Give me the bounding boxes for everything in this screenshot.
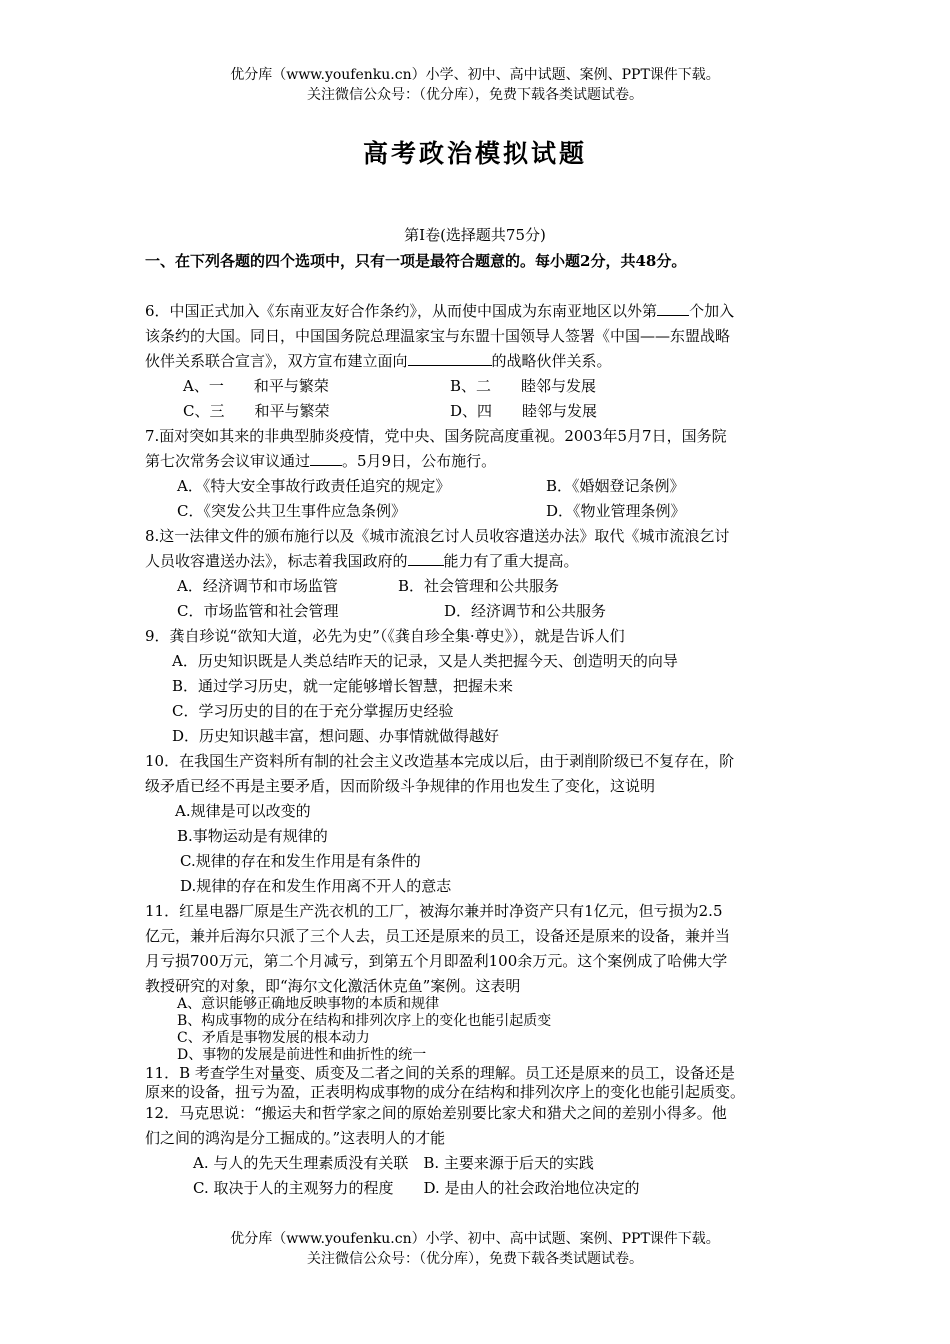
- question-6-option-a: A、一 和平与繁荣: [183, 377, 329, 395]
- question-8-option-c: C．市场监管和社会管理: [177, 602, 339, 620]
- answer-blank: [310, 452, 342, 466]
- answer-blank: [657, 302, 689, 316]
- question-12-line-2: 们之间的鸿沟是分工掘成的。”这表明人的才能: [145, 1129, 446, 1147]
- question-10-option-b: B.事物运动是有规律的: [177, 827, 328, 845]
- question-7-line-1: 7.面对突如其来的非典型肺炎疫情，党中央、国务院高度重视。2003年5月7日，国务院: [145, 427, 727, 445]
- question-11-line-4: 教授研究的对象，即“海尔文化激活休克鱼”案例。这表明: [145, 977, 521, 995]
- answer-note-line-1: 11．B 考查学生对量变、质变及二者之间的关系的理解。员工还是原来的员工，设备还是: [145, 1064, 735, 1082]
- instruction-text: 一、在下列各题的四个选项中，只有一项是最符合题意的。每小题2分，共48分。: [145, 252, 687, 270]
- question-7-option-a: A．《特大安全事故行政责任追究的规定》: [177, 477, 451, 495]
- question-6-option-c: C、三 和平与繁荣: [183, 402, 330, 420]
- question-9-option-d: D．历史知识越丰富，想问题、办事情就做得越好: [172, 727, 500, 745]
- question-10-option-a: A.规律是可以改变的: [175, 802, 311, 820]
- question-12-options-cd: C. 取决于人的主观努力的程度 D. 是由人的社会政治地位决定的: [193, 1179, 640, 1197]
- question-6-line-1: 6．中国正式加入《东南亚友好合作条约》，从而使中国成为东南亚地区以外第 个加入: [145, 302, 735, 320]
- question-8-option-a: A．经济调节和市场监管: [177, 577, 338, 595]
- question-8-option-b: B．社会管理和公共服务: [398, 577, 560, 595]
- header-line-1: 优分库（www.youfenku.cn）小学、初中、高中试题、案例、PPT课件下载。: [230, 67, 720, 83]
- question-10-line-2: 级矛盾已经不再是主要矛盾，因而阶级斗争规律的作用也发生了变化，这说明: [145, 777, 656, 795]
- question-9-option-c: C．学习历史的目的在于充分掌握历史经验: [172, 702, 454, 720]
- question-11-option-d: D、事物的发展是前进性和曲折性的统一: [177, 1047, 427, 1063]
- question-11-line-1: 11．红星电器厂原是生产洗衣机的工厂，被海尔兼并时净资产只有1亿元，但亏损为2.5: [145, 902, 723, 920]
- footer-line-1: 优分库（www.youfenku.cn）小学、初中、高中试题、案例、PPT课件下载。: [230, 1231, 720, 1247]
- question-11-line-3: 月亏损700万元，第二个月减亏，到第五个月即盈利100余万元。这个案例成了哈佛大学: [145, 952, 728, 970]
- question-12-line-1: 12．马克思说：“搬运夫和哲学家之间的原始差别要比家犬和猎犬之间的差别小得多。他: [145, 1104, 727, 1122]
- question-7-option-c: C．《突发公共卫生事件应急条例》: [177, 502, 406, 520]
- section-heading: 第Ⅰ卷(选择题共75分): [404, 226, 546, 244]
- question-7-line-2: 第七次常务会议审议通过 。5月9日，公布施行。: [145, 452, 497, 470]
- question-8-line-1: 8.这一法律文件的颁布施行以及《城市流浪乞讨人员收容遣送办法》取代《城市流浪乞讨: [145, 527, 730, 545]
- question-11-line-2: 亿元，兼并后海尔只派了三个人去，员工还是原来的员工，设备还是原来的设备，兼并当: [145, 927, 731, 945]
- question-11-option-a: A、意识能够正确地反映事物的本质和规律: [177, 996, 440, 1012]
- page-title: 高考政治模拟试题: [362, 139, 587, 168]
- question-8-line-2: 人员收容遣送办法》，标志着我国政府的 能力有了重大提高。: [145, 552, 579, 570]
- answer-blank: [408, 352, 492, 366]
- answer-blank: [408, 552, 444, 566]
- question-7-option-b: B．《婚姻登记条例》: [546, 477, 685, 495]
- question-10-option-c: C.规律的存在和发生作用是有条件的: [180, 852, 421, 870]
- question-12-options-ab: A. 与人的先天生理素质没有关联 B. 主要来源于后天的实践: [193, 1154, 594, 1172]
- question-6-line-3: 伙伴关系联合宣言》，双方宣布建立面向 的战略伙伴关系。: [145, 352, 612, 370]
- question-6-option-b: B、二 睦邻与发展: [450, 377, 597, 395]
- answer-note-line-2: 原来的设备，扭亏为盈，正表明构成事物的成分在结构和排列次序上的变化也能引起质变。: [145, 1083, 746, 1101]
- question-10-line-1: 10．在我国生产资料所有制的社会主义改造基本完成以后，由于剥削阶级已不复存在，阶: [145, 752, 735, 770]
- question-10-option-d: D.规律的存在和发生作用离不开人的意志: [180, 877, 452, 895]
- question-8-option-d: D．经济调节和公共服务: [444, 602, 607, 620]
- question-7-option-d: D．《物业管理条例》: [546, 502, 686, 520]
- question-6-line-2: 该条约的大国。同日，中国国务院总理温家宝与东盟十国领导人签署《中国——东盟战略: [145, 327, 731, 345]
- header-line-2: 关注微信公众号：（优分库），免费下载各类试题试卷。: [307, 87, 643, 103]
- footer-line-2: 关注微信公众号：（优分库），免费下载各类试题试卷。: [307, 1251, 643, 1267]
- question-11-option-b: B、构成事物的成分在结构和排列次序上的变化也能引起质变: [177, 1013, 552, 1029]
- question-9-line-1: 9．龚自珍说“欲知大道，必先为史”（《龚自珍全集·尊史》），就是告诉人们: [145, 627, 625, 645]
- question-9-option-b: B．通过学习历史，就一定能够增长智慧，把握未来: [172, 677, 514, 695]
- question-9-option-a: A．历史知识既是人类总结昨天的记录，又是人类把握今天、创造明天的向导: [172, 652, 678, 670]
- question-11-option-c: C、矛盾是事物发展的根本动力: [177, 1030, 370, 1046]
- question-6-option-d: D、四 睦邻与发展: [450, 402, 598, 420]
